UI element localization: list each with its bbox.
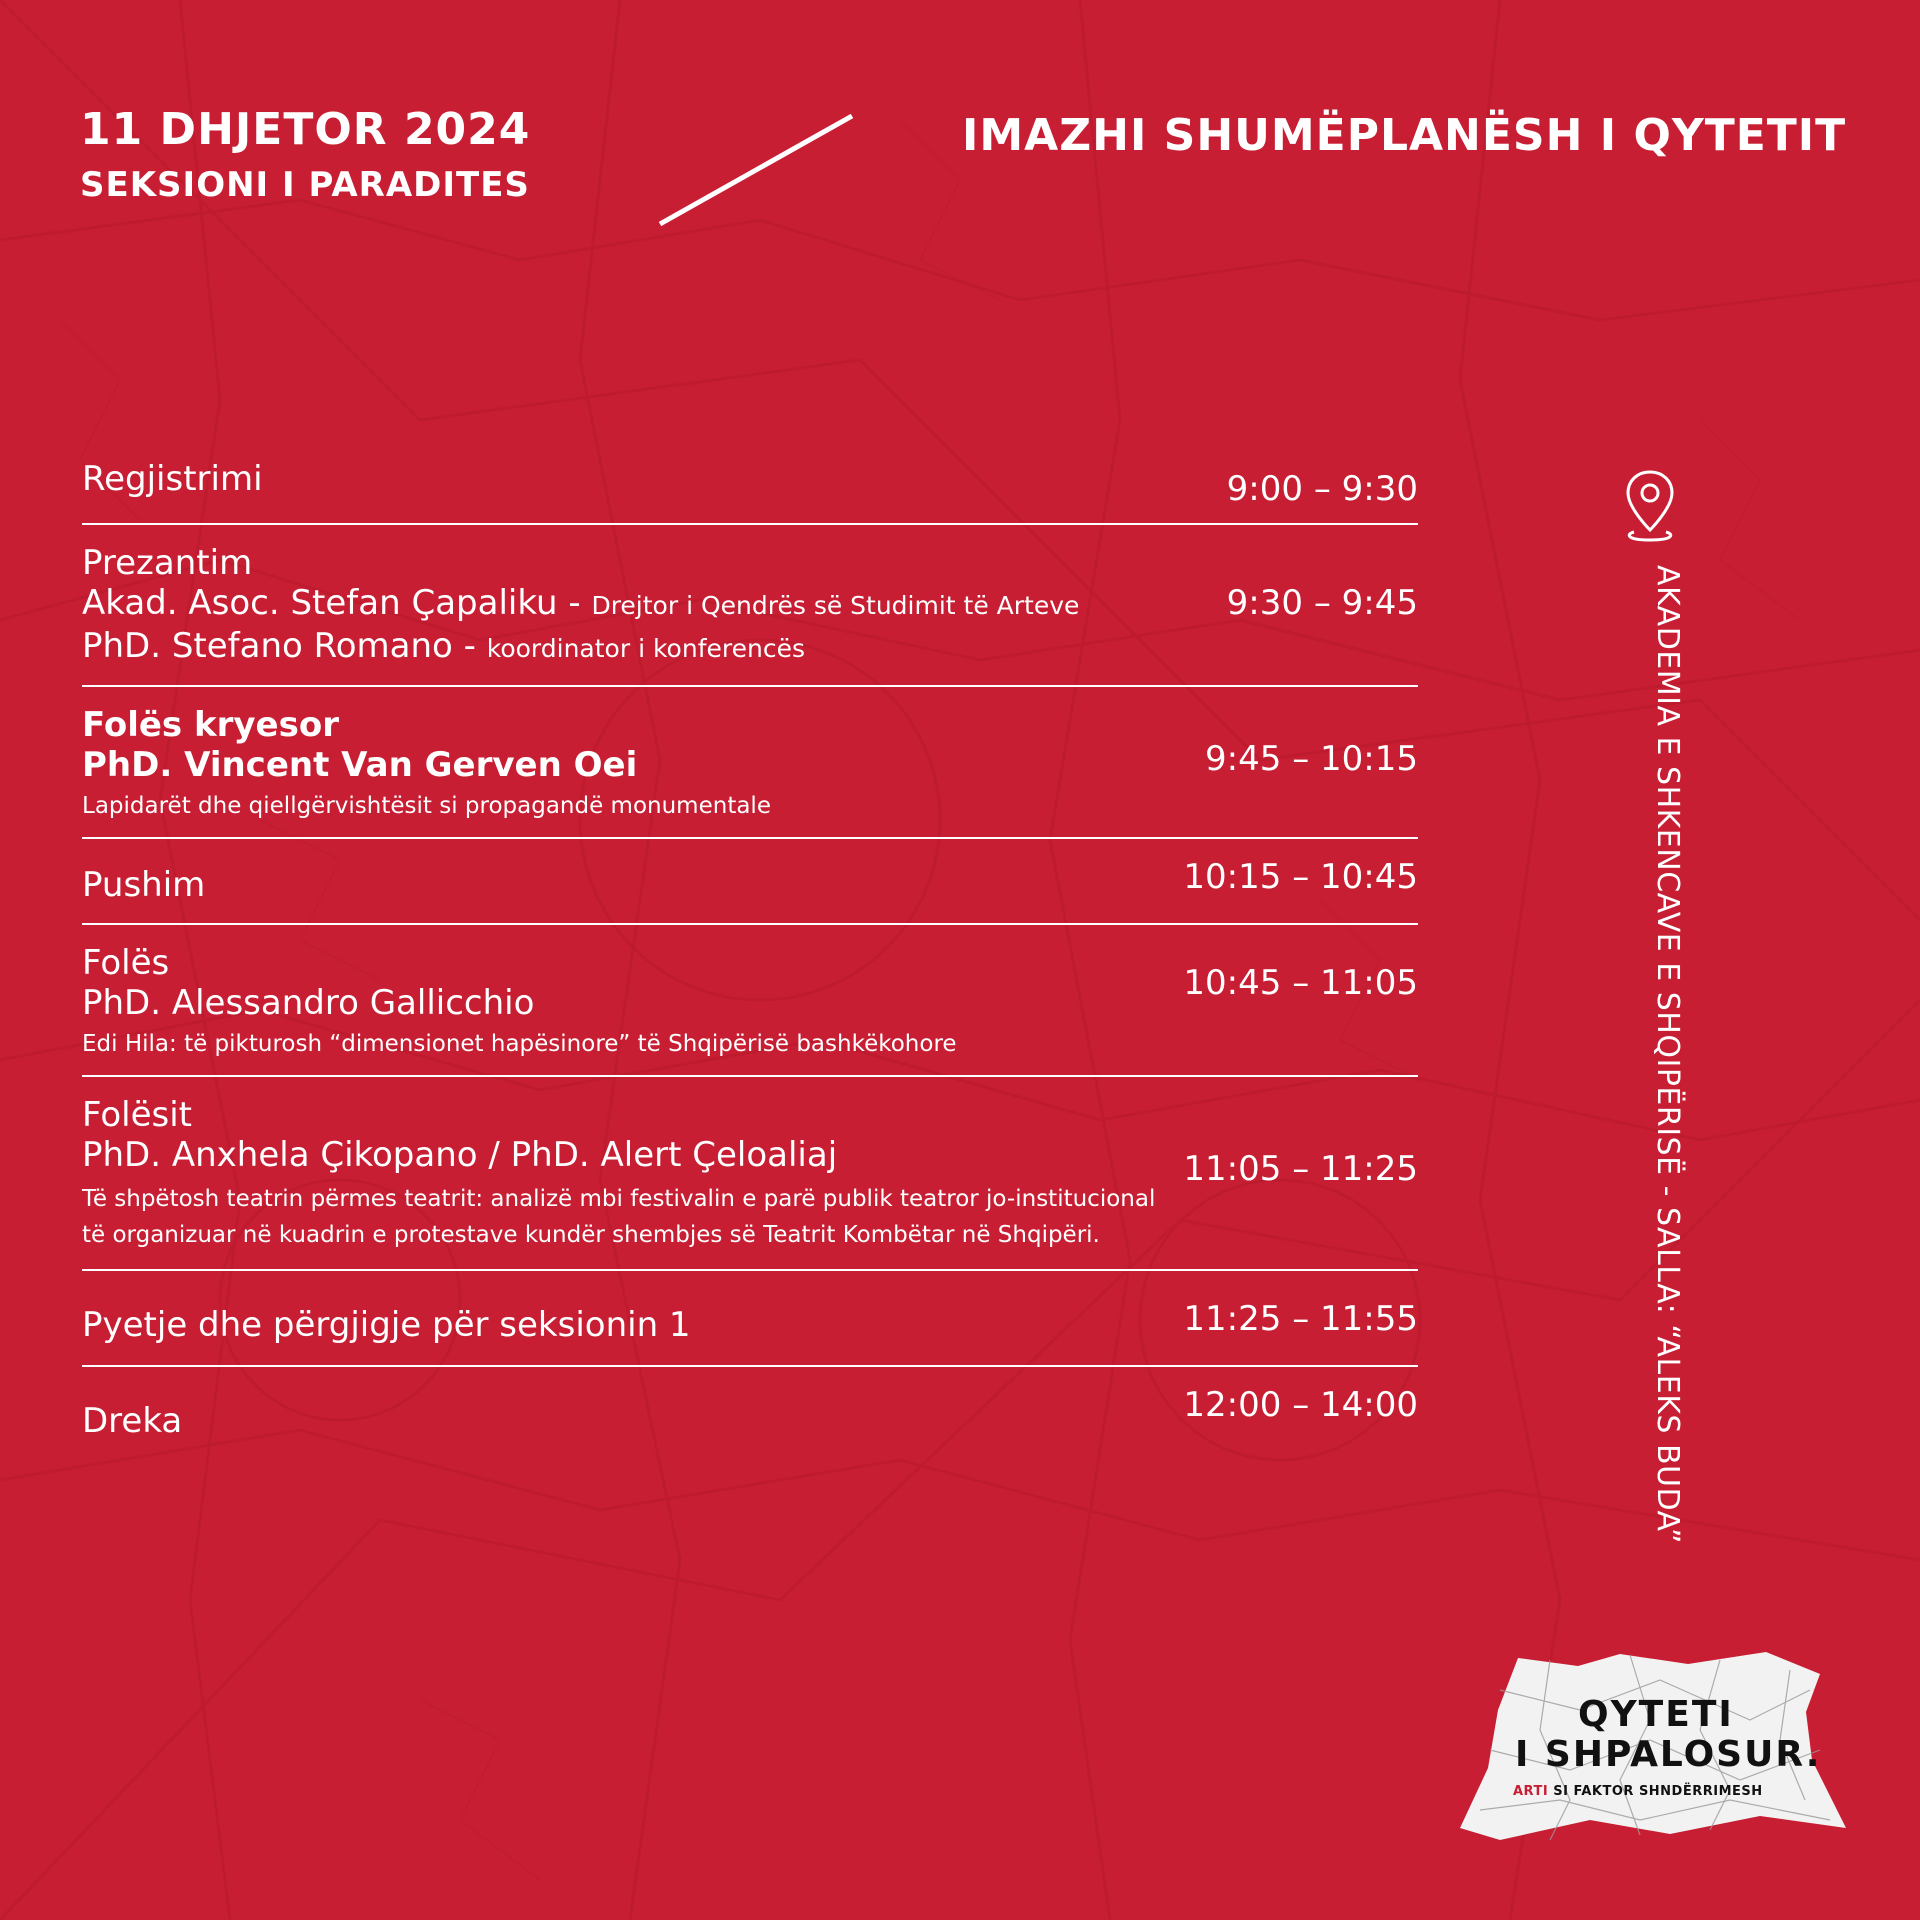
logo-tagline-rest: SI FAKTOR SHNDËRRIMESH — [1553, 1784, 1763, 1799]
row-time: 12:00 – 14:00 — [1183, 1385, 1418, 1425]
schedule-row-qa — [82, 1289, 1418, 1367]
logo-line-2: I SHPALOSUR. — [1515, 1734, 1822, 1775]
schedule-row-lunch — [82, 1385, 1418, 1457]
row-time: 11:05 – 11:25 — [1183, 1149, 1418, 1189]
row-title: Regjistrimi — [82, 459, 263, 499]
speaker-name: PhD. Alessandro Gallicchio — [82, 983, 535, 1023]
location-pin-icon — [1622, 468, 1678, 544]
row-time: 10:15 – 10:45 — [1183, 857, 1418, 897]
presenter-role: koordinator i konferencës — [486, 634, 805, 663]
row-time: 9:45 – 10:15 — [1205, 739, 1418, 779]
talk-topic: Edi Hila: të pikturosh “dimensionet hapësinore” të Shqipërisë bashkëkohore — [82, 1031, 957, 1057]
venue-label: AKADEMIA E SHKENCAVE E SHQIPËRISË - SALLA: “ALEKS BUDA” — [1650, 565, 1685, 1544]
row-title: Dreka — [82, 1401, 183, 1441]
row-title: Prezantim — [82, 543, 253, 583]
schedule-row-break — [82, 857, 1418, 925]
logo-tagline-accent: ARTI — [1513, 1784, 1549, 1799]
presenter-role: Drejtor i Qendrës së Studimit të Arteve — [591, 591, 1080, 620]
row-time: 9:30 – 9:45 — [1226, 583, 1418, 623]
event-date: 11 DHJETOR 2024 — [80, 104, 531, 155]
conference-title: IMAZHI SHUMËPLANËSH I QYTETIT — [962, 110, 1847, 161]
row-time: 10:45 – 11:05 — [1183, 963, 1418, 1003]
row-title: Folës kryesor — [82, 705, 339, 745]
logo-line-1: QYTETI — [1578, 1694, 1734, 1735]
speaker-name: PhD. Anxhela Çikopano / PhD. Alert Çeloaliaj — [82, 1135, 838, 1175]
row-title: Folësit — [82, 1095, 193, 1135]
schedule-list — [82, 455, 1418, 1475]
row-title: Pushim — [82, 865, 206, 905]
presenter-name: Akad. Asoc. Stefan Çapaliku — [82, 583, 558, 623]
logo-tagline — [1513, 1784, 1763, 1799]
row-time: 11:25 – 11:55 — [1183, 1299, 1418, 1339]
speaker-name: PhD. Vincent Van Gerven Oei — [82, 745, 638, 785]
presenter-line: Akad. Asoc. Stefan Çapaliku - Drejtor i Qendrës së Studimit të Arteve — [82, 583, 1080, 623]
session-name: SEKSIONI I PARADITES — [80, 165, 530, 205]
talk-topic-line: të organizuar në kuadrin e protestave kundër shembjes së Teatrit Kombëtar në Shqipëri. — [82, 1222, 1100, 1248]
presenter-line: PhD. Stefano Romano - koordinator i konferencës — [82, 626, 805, 666]
row-title: Folës — [82, 943, 170, 983]
schedule-row-speaker — [82, 943, 1418, 1077]
presenter-name: PhD. Stefano Romano — [82, 626, 453, 666]
schedule-row-keynote — [82, 705, 1418, 839]
schedule-row-speakers — [82, 1095, 1418, 1271]
row-title: Pyetje dhe përgjigje për seksionin 1 — [82, 1305, 691, 1345]
schedule-row-presentation — [82, 543, 1418, 687]
schedule-row-registration — [82, 455, 1418, 525]
talk-topic: Lapidarët dhe qiellgërvishtësit si propagandë monumentale — [82, 793, 771, 819]
talk-topic-line: Të shpëtosh teatrin përmes teatrit: analizë mbi festivalin e parë publik teatror jo-institucional — [82, 1186, 1156, 1212]
row-time: 9:00 – 9:30 — [1226, 469, 1418, 509]
